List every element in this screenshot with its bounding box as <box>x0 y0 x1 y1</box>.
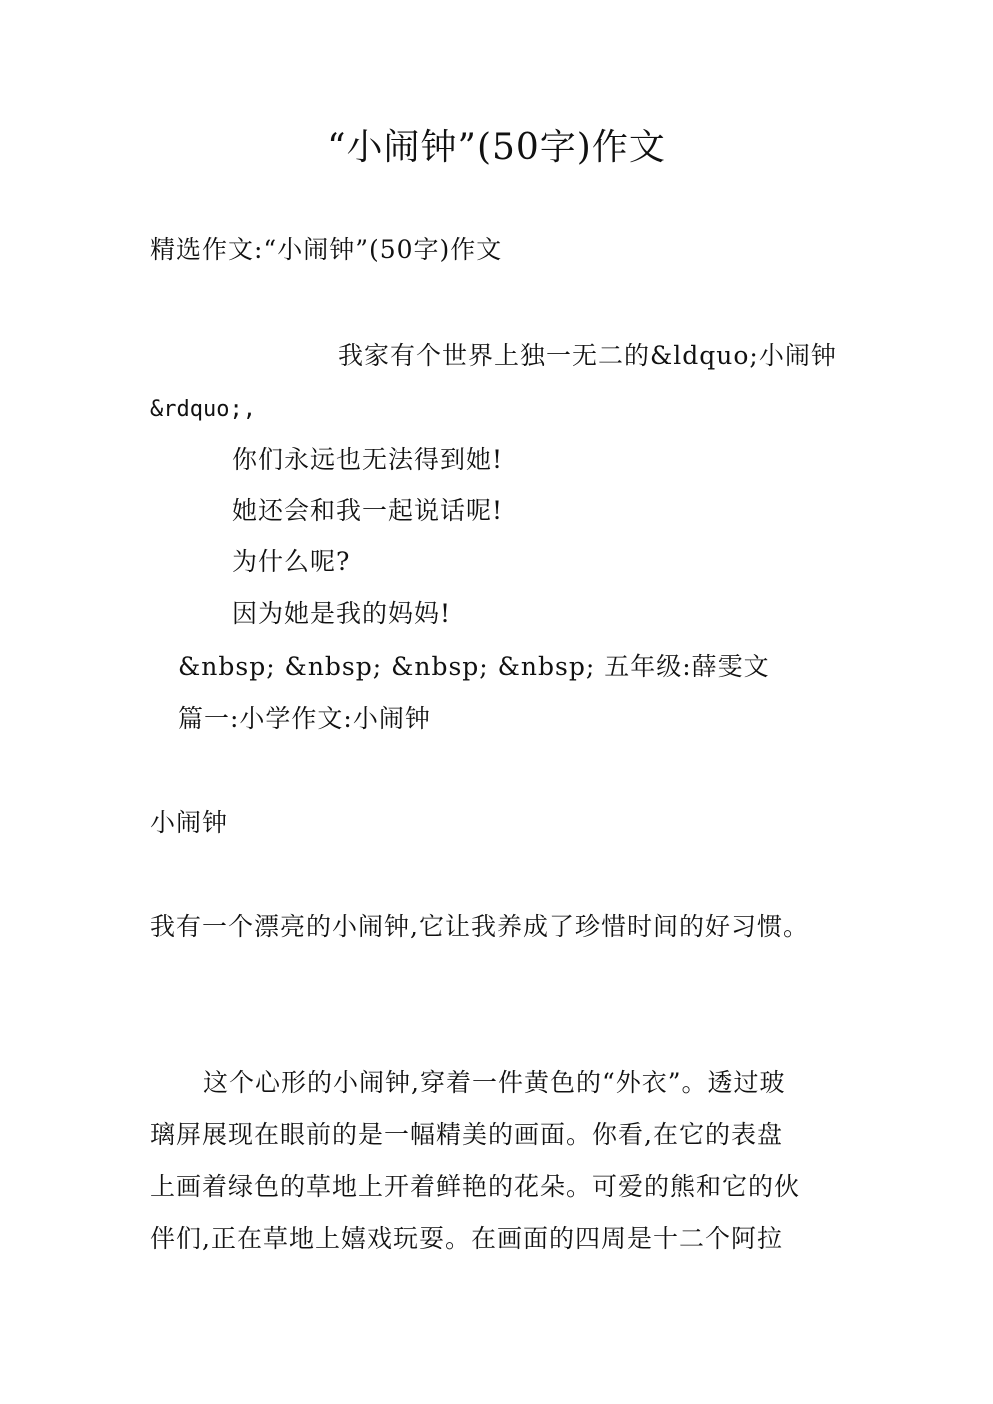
paragraph-2-line-4: 伴们,正在草地上嬉戏玩耍。在画面的四周是十二个阿拉 <box>150 1224 783 1253</box>
paragraph-2-line-1: 这个心形的小闹钟,穿着一件黄色的“外衣”。透过玻 <box>203 1068 786 1097</box>
section-heading: 篇一:小学作文:小闹钟 <box>178 704 431 733</box>
paragraph-1: 我有一个漂亮的小闹钟,它让我养成了珍惜时间的好习惯。 <box>150 912 809 941</box>
document-title: “小闹钟”(50字)作文 <box>327 127 666 168</box>
essay-title: 小闹钟 <box>150 808 229 837</box>
poem-line-4: 为什么呢? <box>232 547 351 576</box>
poem-line-2: 你们永远也无法得到她! <box>232 445 504 474</box>
poem-line-5: 因为她是我的妈妈! <box>232 599 452 628</box>
poem-line-3: 她还会和我一起说话呢! <box>232 496 504 525</box>
subtitle: 精选作文:“小闹钟”(50字)作文 <box>150 235 503 264</box>
author-line: &nbsp; &nbsp; &nbsp; &nbsp; 五年级:薛雯文 <box>178 652 770 681</box>
poem-line-1-continued: &rdquo;, <box>150 397 256 422</box>
paragraph-2-line-2: 璃屏展现在眼前的是一幅精美的画面。你看,在它的表盘 <box>150 1120 783 1149</box>
paragraph-2-line-3: 上画着绿色的草地上开着鲜艳的花朵。可爱的熊和它的伙 <box>150 1172 801 1201</box>
poem-line-1: 我家有个世界上独一无二的&ldquo;小闹钟 <box>338 341 837 370</box>
